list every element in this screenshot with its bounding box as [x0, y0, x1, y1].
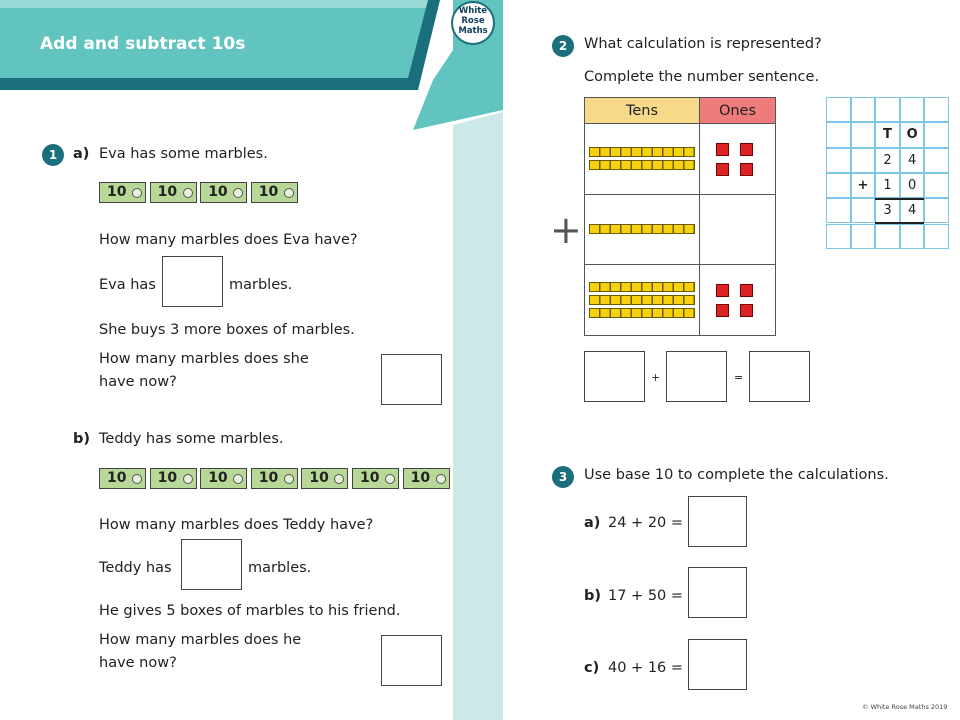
grid-header-ones: O	[900, 122, 925, 147]
marble-box-label: 10	[208, 470, 228, 486]
marble-box-10	[150, 182, 197, 203]
answer-suffix: marbles.	[229, 277, 293, 293]
ten-rod	[589, 147, 695, 157]
answer-box[interactable]	[688, 567, 747, 618]
answer-box[interactable]	[162, 256, 223, 307]
question-text: How many marbles does she	[99, 351, 309, 367]
marble-box-label: 10	[360, 470, 380, 486]
copyright: © White Rose Maths 2019	[862, 703, 948, 711]
calculation: 24 + 20 =	[608, 515, 684, 531]
marble-box-label: 10	[107, 470, 127, 486]
marble-box-10	[150, 468, 197, 489]
calculation: 40 + 16 =	[608, 660, 684, 676]
question-text: He gives 5 boxes of marbles to his friend.	[99, 603, 401, 619]
ones-cell	[699, 194, 776, 265]
answer-prefix: Eva has	[99, 277, 156, 293]
calculation: 17 + 50 =	[608, 588, 684, 604]
marble-box-10	[99, 468, 146, 489]
answer-box[interactable]	[381, 635, 442, 686]
marble-box-label: 10	[258, 470, 279, 486]
side-strip	[453, 125, 503, 720]
question-text: have now?	[99, 374, 177, 390]
ones-header: Ones	[699, 97, 776, 124]
part-label: b)	[73, 431, 91, 447]
marble-box-10	[200, 468, 247, 489]
one-cube	[740, 284, 753, 297]
ones-cell	[699, 264, 776, 336]
plus-sign: +	[550, 208, 582, 252]
logo-text: Rose	[461, 16, 485, 26]
part-label: a)	[73, 146, 90, 162]
question-number: 1	[42, 144, 64, 166]
grid-header-tens: T	[875, 122, 900, 147]
question-number: 2	[552, 35, 574, 57]
grid-digit: 1	[875, 173, 900, 198]
one-cube	[716, 143, 729, 156]
grid-digit: 3	[875, 198, 900, 223]
marble-box-label: 10	[208, 184, 228, 200]
marble-box-label: 10	[157, 184, 178, 200]
marble-icon	[183, 474, 193, 484]
question-text: How many marbles does Eva have?	[99, 232, 358, 248]
tens-cell	[584, 123, 700, 195]
ten-rod	[589, 160, 695, 170]
answer-box[interactable]	[584, 351, 645, 402]
question-text: How many marbles does Teddy have?	[99, 517, 374, 533]
grid-digit: 2	[875, 148, 900, 173]
marble-icon	[284, 188, 294, 198]
answer-box[interactable]	[666, 351, 727, 402]
marble-box-10	[251, 468, 298, 489]
question-text: have now?	[99, 655, 177, 671]
marble-icon	[183, 188, 193, 198]
marble-box-label: 10	[309, 470, 329, 486]
marble-box-label: 10	[107, 184, 127, 200]
answer-box[interactable]	[688, 496, 747, 547]
marble-icon	[284, 474, 294, 484]
one-cube	[716, 304, 729, 317]
place-value-table	[584, 97, 778, 337]
grid-digit: 4	[900, 198, 925, 223]
answer-box[interactable]	[688, 639, 747, 690]
question-text: How many marbles does he	[99, 632, 302, 648]
part-label: c)	[584, 660, 600, 676]
one-cube	[740, 163, 753, 176]
marble-box-10	[99, 182, 146, 203]
question-text: Complete the number sentence.	[584, 69, 820, 85]
ten-rod	[589, 224, 695, 234]
page-title: Add and subtract 10s	[40, 34, 246, 54]
marble-box-10	[352, 468, 399, 489]
marble-box-label: 10	[258, 184, 279, 200]
question-number: 3	[552, 466, 574, 488]
marble-box-label: 10	[410, 470, 431, 486]
sum-line-bottom	[875, 222, 924, 224]
question-text: Eva has some marbles.	[99, 146, 268, 162]
marble-icon	[132, 474, 142, 484]
logo-text: White	[458, 6, 488, 16]
marble-icon	[436, 474, 446, 484]
tens-header: Tens	[584, 97, 700, 124]
ones-cell	[699, 123, 776, 195]
marble-box-label: 10	[157, 470, 178, 486]
ten-rod	[589, 295, 695, 305]
answer-box[interactable]	[749, 351, 810, 402]
marble-box-10	[251, 182, 298, 203]
part-label: a)	[584, 515, 601, 531]
answer-box[interactable]	[381, 354, 442, 405]
answer-prefix: Teddy has	[99, 560, 172, 576]
grid-sign: +	[851, 173, 876, 198]
marble-icon	[385, 474, 395, 484]
marble-box-10	[403, 468, 450, 489]
ten-rod	[589, 308, 695, 318]
white-rose-logo	[450, 0, 496, 50]
one-cube	[716, 284, 729, 297]
ten-rod	[589, 282, 695, 292]
one-cube	[716, 163, 729, 176]
question-text: She buys 3 more boxes of marbles.	[99, 322, 355, 338]
column-method-grid	[826, 97, 949, 249]
grid-digit: 0	[900, 173, 925, 198]
sum-line-top	[875, 198, 924, 200]
question-text: Teddy has some marbles.	[99, 431, 284, 447]
sentence-equals: =	[734, 371, 744, 384]
part-label: b)	[584, 588, 602, 604]
sentence-plus: +	[651, 371, 661, 384]
one-cube	[740, 304, 753, 317]
question-text: What calculation is represented?	[584, 36, 822, 52]
question-text: Use base 10 to complete the calculations.	[584, 467, 889, 483]
marble-icon	[233, 474, 243, 484]
one-cube	[740, 143, 753, 156]
grid-digit: 4	[900, 148, 925, 173]
answer-suffix: marbles.	[248, 560, 312, 576]
marble-box-10	[200, 182, 247, 203]
logo-text: Maths	[458, 26, 488, 36]
marble-icon	[132, 188, 142, 198]
marble-icon	[334, 474, 344, 484]
marble-icon	[233, 188, 243, 198]
answer-box[interactable]	[181, 539, 242, 590]
marble-box-10	[301, 468, 348, 489]
